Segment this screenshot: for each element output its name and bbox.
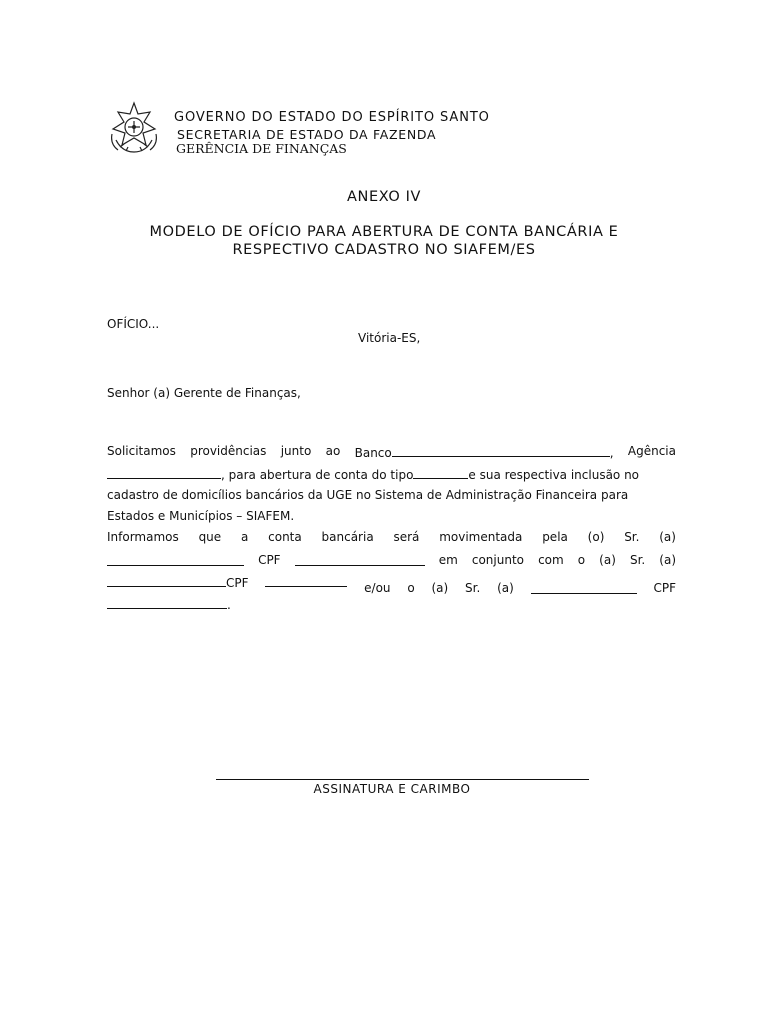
- annex-title: ANEXO IV: [347, 189, 421, 205]
- paragraph-1-line-1: Solicitamos providências junto ao Banco , Agência: [107, 444, 676, 460]
- signature-label: ASSINATURA E CARIMBO: [313, 782, 471, 796]
- place-label: Vitória-ES,: [358, 331, 421, 345]
- salutation: Senhor (a) Gerente de Finanças,: [107, 386, 301, 400]
- agency-field[interactable]: [107, 466, 221, 479]
- signer-1-cpf-field[interactable]: [295, 553, 425, 566]
- paragraph-1-line-4: Estados e Municípios – SIAFEM.: [107, 509, 295, 523]
- account-type-field[interactable]: [413, 466, 468, 479]
- signature-line[interactable]: [216, 779, 589, 780]
- paragraph-2-line-4: .: [107, 596, 676, 612]
- signer-3-cpf-field[interactable]: [107, 596, 227, 609]
- paragraph-1-line-2: , para abertura de conta do tipo e sua respectiva inclusão no: [107, 466, 676, 482]
- header-government: GOVERNO DO ESTADO DO ESPÍRITO SANTO: [174, 110, 490, 125]
- signer-2-name-field[interactable]: [107, 574, 226, 587]
- signer-3-name-field[interactable]: [531, 581, 637, 594]
- oficio-label: OFÍCIO...: [107, 317, 160, 331]
- document-subtitle-line-2: RESPECTIVO CADASTRO NO SIAFEM/ES: [232, 242, 536, 258]
- bank-field[interactable]: [392, 444, 610, 457]
- paragraph-1-line-3: cadastro de domicílios bancários da UGE no Sistema de Administração Financeira para: [107, 488, 629, 502]
- signer-2-cpf-field[interactable]: [265, 574, 347, 587]
- header-department: GERÊNCIA DE FINANÇAS: [176, 141, 347, 156]
- signer-1-name-field[interactable]: [107, 553, 244, 566]
- paragraph-2-line-2: CPF em conjunto com o (a) Sr. (a): [107, 553, 676, 567]
- paragraph-2-line-1: Informamos que a conta bancária será movimentada pela (o) Sr. (a): [107, 530, 676, 544]
- document-subtitle-line-1: MODELO DE OFÍCIO PARA ABERTURA DE CONTA BANCÁRIA E: [149, 224, 619, 240]
- state-coat-of-arms-icon: [108, 100, 160, 156]
- paragraph-2-line-3: CPF e/ou o (a) Sr. (a) CPF: [107, 574, 676, 595]
- header-secretariat: SECRETARIA DE ESTADO DA FAZENDA: [177, 127, 437, 142]
